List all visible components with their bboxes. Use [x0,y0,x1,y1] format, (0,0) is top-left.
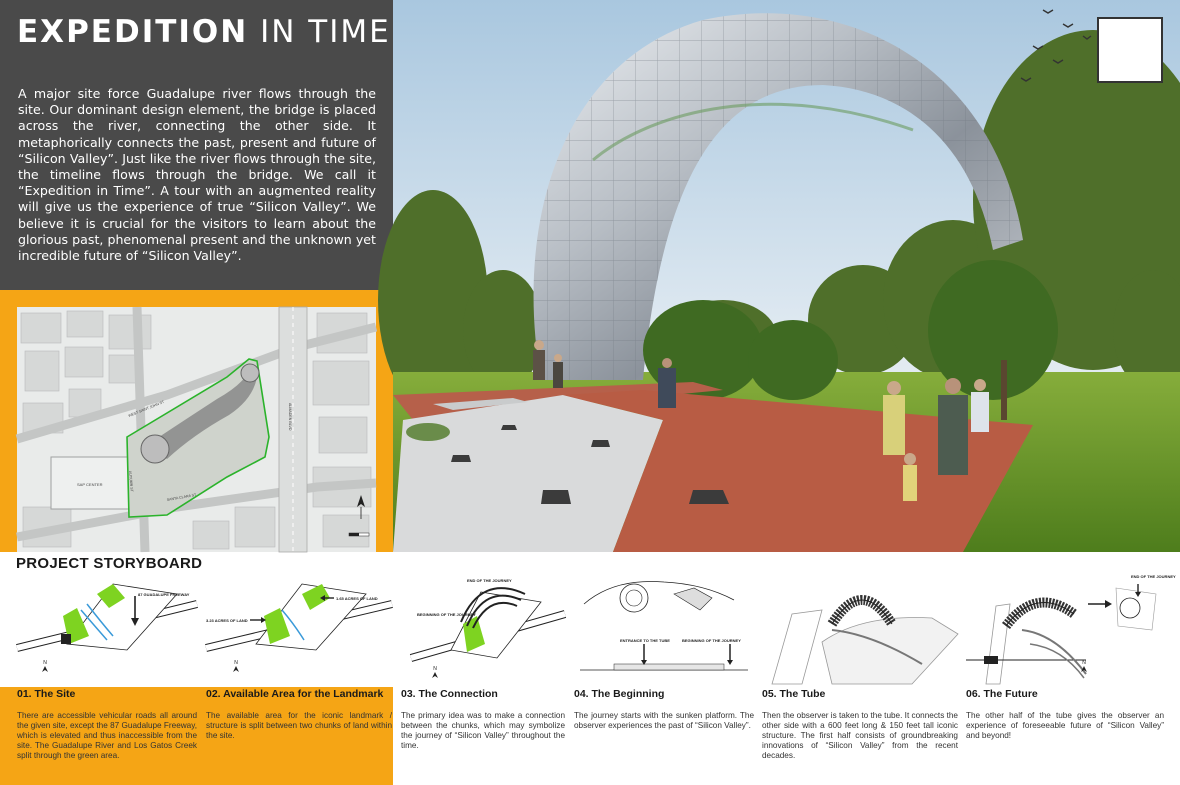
step-6-label-1: END OF THE JOURNEY [1131,574,1176,579]
step-3-heading: 03. The Connection [401,688,498,700]
step-1-diagram [17,574,197,684]
step-3-text: The primary idea was to make a connection between the chunks, which may symbolize the journey of “Silicon Valley” throughout the time. [401,711,565,750]
site-map-panel [0,290,393,552]
step-1-text: There are accessible vehicular roads all around the given site, except the 87 Guadalupe Freeway, which is elevated and thus inaccessible from the site. The Guadalupe River and Los Gatos Creek split through the green area. [17,711,197,760]
intro-panel [0,0,393,290]
step-1-label-1: 87 GUADALUPE FREEWAY [138,592,190,597]
title-bold: EXPEDITION [17,14,249,50]
step-2-label-1: 1.65 ACRES OF LAND [336,596,378,601]
step-5-text: Then the observer is taken to the tube. It connects the other side with a 600 feet long & 150 feet tall iconic structure. The first half consists of groundbreaking innovations of “Silicon Valley” from the recent decades. [762,711,958,760]
storyboard-step-3 [401,562,565,785]
storyboard-title: PROJECT STORYBOARD [16,555,203,572]
scale-bar-icon [349,533,369,536]
step-6-compass-icon: N [1082,660,1086,666]
map-label-building: SAP CENTER [77,482,103,487]
step-1-compass-icon: N [43,660,47,666]
site-plan-drawing [17,307,376,552]
hero-rendering [393,0,1180,552]
step-4-label-1: ENTRANCE TO THE TUBE [620,638,670,643]
step-2-text: The available area for the iconic landmark / structure is split between two chunks of land within the site. [206,711,392,740]
map-label-street-2: ALMADEN BLVD [288,403,292,431]
step-6-text: The other half of the tube gives the observer an experience of foreseeable future of “Silicon Valley” and beyond! [966,711,1164,740]
storyboard-step-4 [574,562,754,785]
storyboard-step-6 [966,562,1176,785]
step-2-label-2: 3.23 ACRES OF LAND [206,618,248,623]
title-light: IN TIME [260,14,391,50]
storyboard-step-2 [206,562,392,785]
step-4-label-2: BEGINNING OF THE JOURNEY [682,638,741,643]
storyboard-step-5 [762,562,958,785]
step-4-diagram [574,574,754,684]
step-5-heading: 05. The Tube [762,688,826,700]
step-3-diagram [401,574,565,684]
step-6-diagram [966,574,1176,684]
map-label-street-4: AUTUMN ST [128,470,134,492]
step-2-diagram [206,574,392,684]
storyboard-step-1 [17,562,197,785]
site-plan-map [17,307,376,552]
intro-paragraph: A major site force Guadalupe river flows through the site. Our dominant design element, the bridge is placed across the river, connecting the other side. It metaphorically connects the past, present and future of “Silicon Valley”. Just like the river flows through the site, the timeline flows through the bridge. We call it “Expedition in Time”. A tour with an augmented reality will give us the experience of true “Silicon Valley”. We believe it is crucial for the visitors to learn about the glorious past, phenomenal present and the unknown yet incredible future of “Silicon Valley”. [18,86,376,264]
rendering-image [393,0,1180,552]
step-1-heading: 01. The Site [17,688,76,700]
step-3-label-1: END OF THE JOURNEY [467,578,512,583]
page-title [17,14,391,50]
step-3-label-2: BEGINNING OF THE JOURNEY [417,612,476,617]
step-4-text: The journey starts with the sunken platform. The observer experiences the past of “Silicon Valley”. [574,711,754,730]
step-2-heading: 02. Available Area for the Landmark [206,688,384,700]
step-4-heading: 04. The Beginning [574,688,665,700]
map-label-street-1: WEST SAINT JOHN ST [127,399,165,418]
step-2-compass-icon: N [234,660,238,666]
step-5-diagram [762,574,958,684]
logo-placeholder [1097,17,1163,83]
step-3-compass-icon: N [433,666,437,672]
step-6-heading: 06. The Future [966,688,1038,700]
map-label-street-3: SANTA CLARA ST [166,492,197,502]
